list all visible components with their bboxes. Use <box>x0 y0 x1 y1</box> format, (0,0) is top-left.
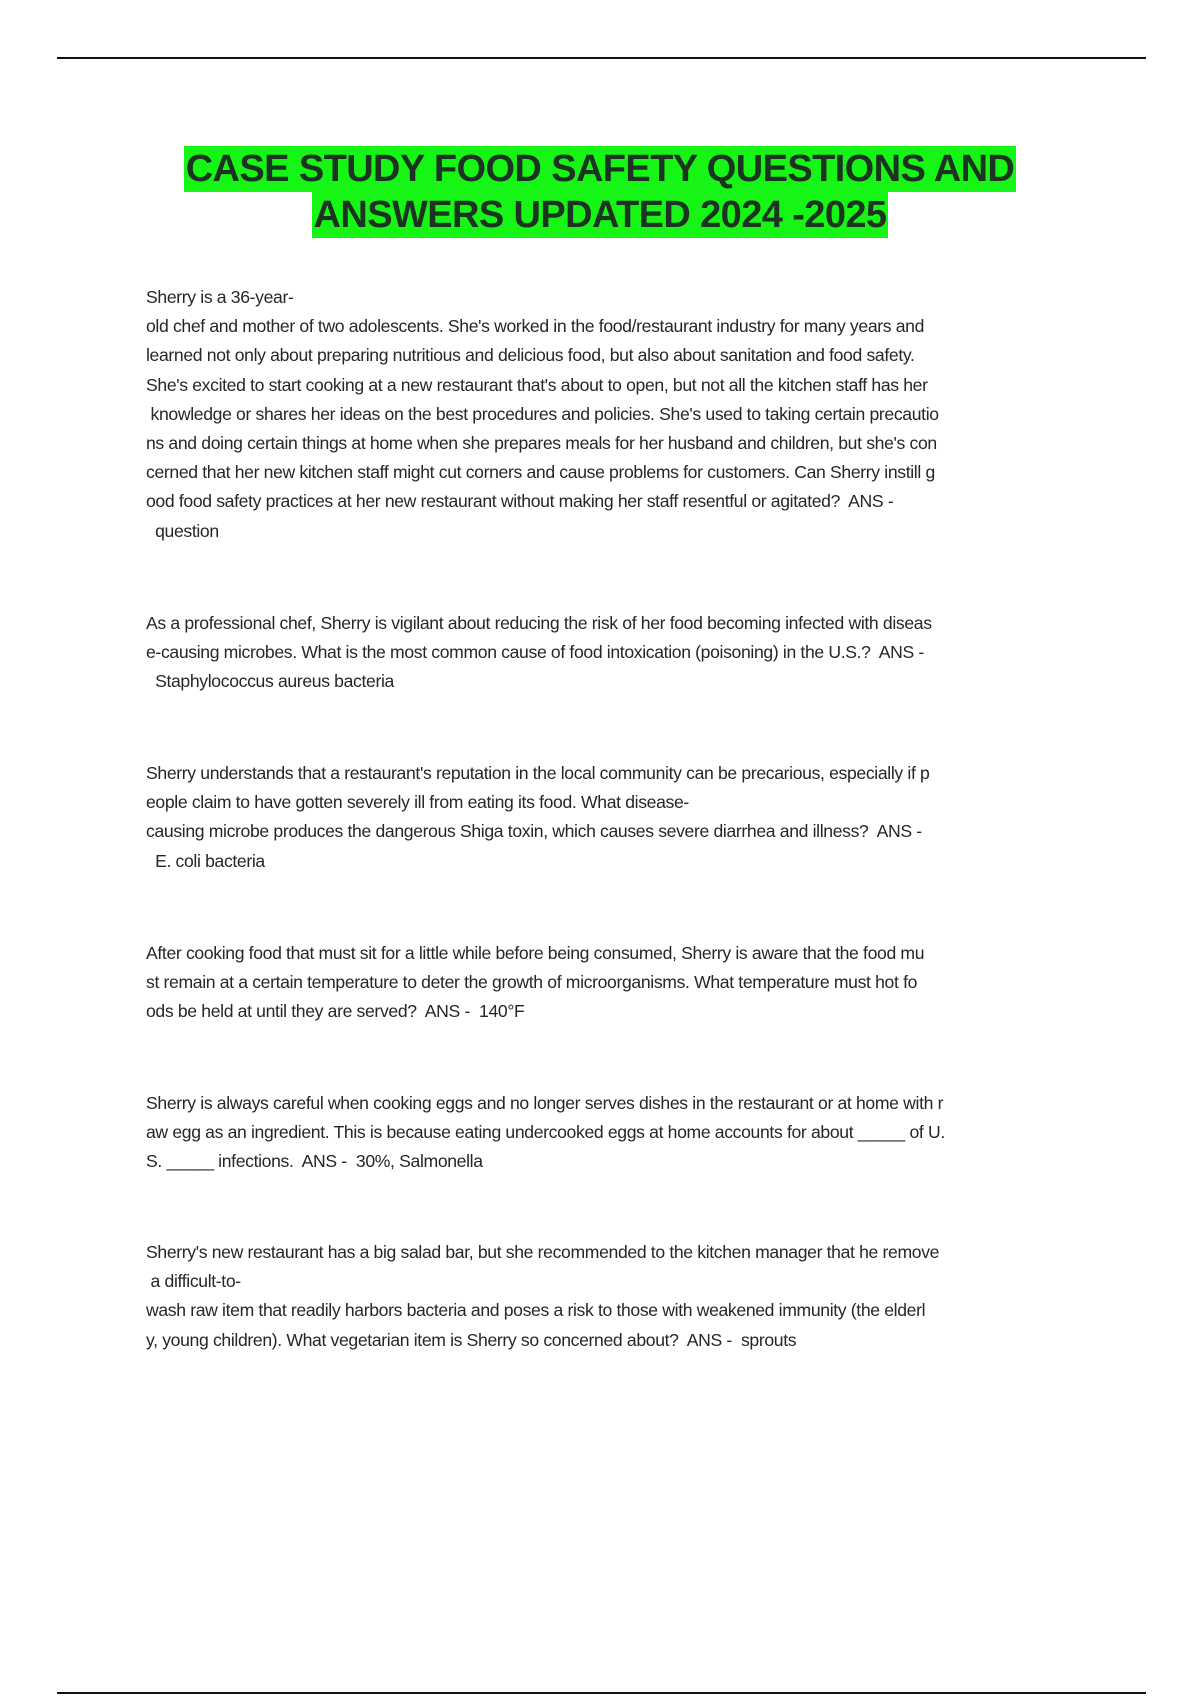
paragraph-line: question <box>146 520 219 541</box>
paragraph-line: st remain at a certain temperature to deter the growth of microorganisms. What temperature must hot fo <box>146 972 918 993</box>
qa-paragraph <box>146 283 1156 546</box>
paragraph-line: Sherry is a 36-year- <box>146 287 294 307</box>
paragraph-line: As a professional chef, Sherry is vigilant about reducing the risk of her food becoming infected with diseas <box>146 613 932 633</box>
paragraph-line: a difficult-to- <box>146 1271 241 1292</box>
footer-rule <box>57 1692 1146 1694</box>
paragraph-line: Sherry understands that a restaurant's reputation in the local community can be precarious, especially if p <box>146 763 930 783</box>
title-line-2: ANSWERS UPDATED 2024 -2025 <box>313 194 887 236</box>
paragraph-line: e-causing microbes. What is the most common cause of food intoxication (poisoning) in the U.S.? ANS - <box>146 642 924 663</box>
paragraph-line: She's excited to start cooking at a new restaurant that's about to open, but not all the kitchen staff has her <box>146 374 928 395</box>
paragraph-line: S. _____ infections. ANS - 30%, Salmonella <box>146 1151 483 1172</box>
paragraph-line: knowledge or shares her ideas on the best procedures and policies. She's used to taking certain precautio <box>146 403 939 424</box>
paragraph-line: old chef and mother of two adolescents. She's worked in the food/restaurant industry for many years and <box>146 316 925 337</box>
paragraph-line: ns and doing certain things at home when she prepares meals for her husband and children, but she's con <box>146 433 937 454</box>
paragraph-line: cerned that her new kitchen staff might cut corners and cause problems for customers. Can Sherry instill g <box>146 462 935 483</box>
paragraph-line: Staphylococcus aureus bacteria <box>146 671 394 692</box>
paragraph-line: ood food safety practices at her new restaurant without making her staff resentful or agitated? ANS - <box>146 491 894 512</box>
qa-paragraph <box>146 939 1156 1027</box>
header-rule <box>57 57 1146 59</box>
paragraph-line: Sherry's new restaurant has a big salad bar, but she recommended to the kitchen manager that he remove <box>146 1242 940 1262</box>
paragraph-line: Sherry is always careful when cooking eggs and no longer serves dishes in the restaurant or at home with r <box>146 1093 944 1113</box>
paragraph-line: eople claim to have gotten severely ill from eating its food. What disease- <box>146 792 689 813</box>
paragraph-line: aw egg as an ingredient. This is because eating undercooked eggs at home accounts for about _____ of U. <box>146 1122 945 1143</box>
paragraph-line: ods be held at until they are served? ANS - 140°F <box>146 1001 525 1022</box>
title-line-1: CASE STUDY FOOD SAFETY QUESTIONS AND <box>185 148 1015 190</box>
qa-paragraph <box>146 759 1156 876</box>
paragraph-line: learned not only about preparing nutritious and delicious food, but also about sanitation and food safety. <box>146 345 915 366</box>
paragraph-line: causing microbe produces the dangerous Shiga toxin, which causes severe diarrhea and illness? ANS - <box>146 821 922 842</box>
document-title <box>0 146 1200 238</box>
qa-paragraph <box>146 609 1156 697</box>
paragraph-line: After cooking food that must sit for a little while before being consumed, Sherry is aware that the food mu <box>146 943 925 963</box>
qa-paragraph <box>146 1238 1156 1355</box>
paragraph-line: wash raw item that readily harbors bacteria and poses a risk to those with weakened immunity (the elderl <box>146 1300 926 1321</box>
paragraph-line: y, young children). What vegetarian item is Sherry so concerned about? ANS - sprouts <box>146 1329 797 1350</box>
qa-paragraph <box>146 1089 1156 1177</box>
paragraph-line: E. coli bacteria <box>146 850 265 871</box>
